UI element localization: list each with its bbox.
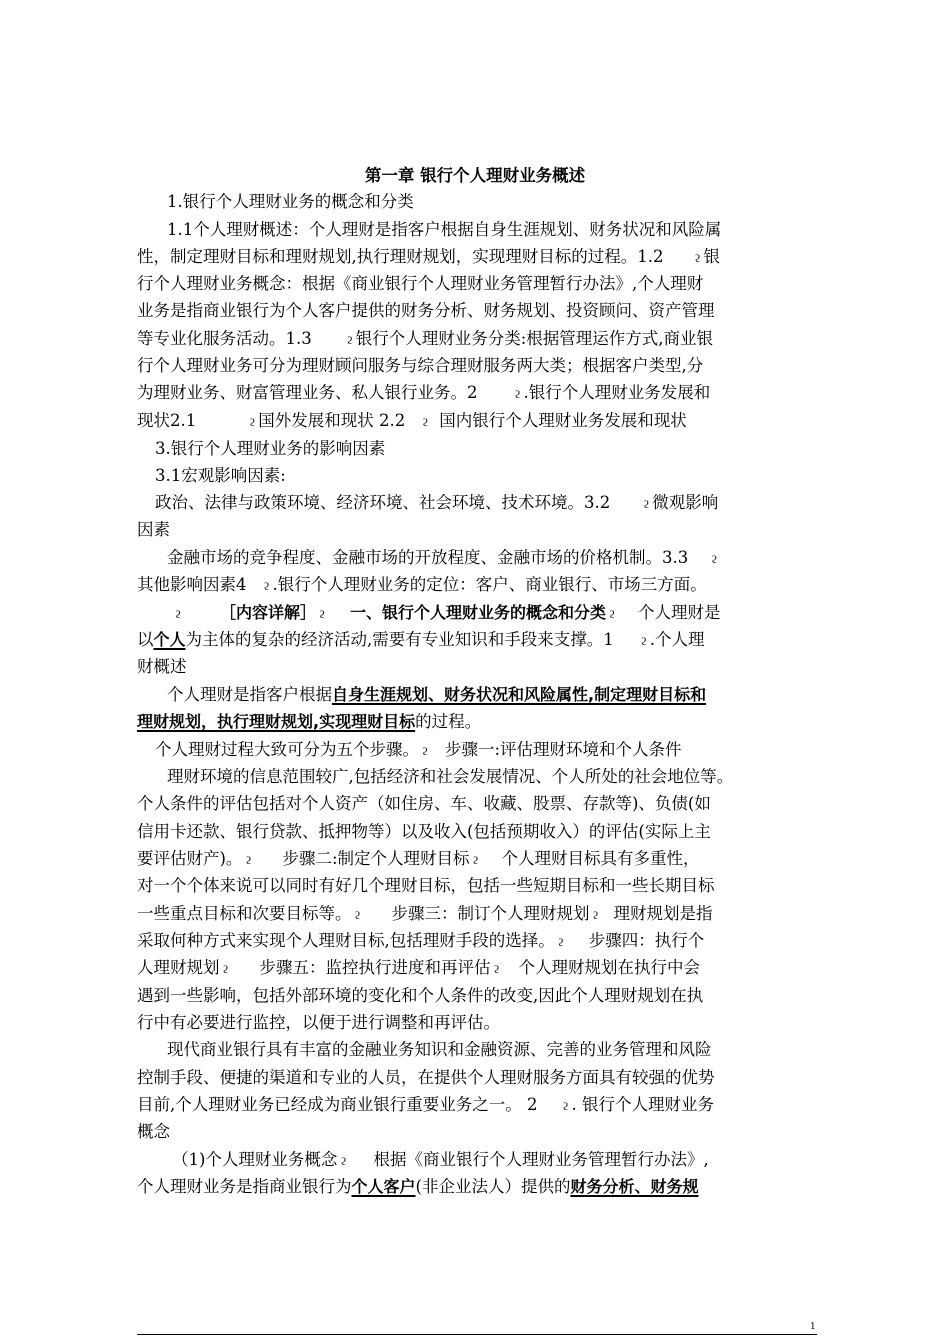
text-line: 1.银行个人理财业务的概念和分类 [167,192,414,211]
text-line: 理财规划，执行理财规划,实现理财目标的过程。 [137,712,482,731]
text-line: 其他影响因素4 ϩ .银行个人理财业务的定位：客户、商业银行、市场三方面。 [137,573,817,599]
text-line: 行中有必要进行监控，以便于进行调整和再评估。 [137,1013,500,1032]
paragraph-mark-icon: ϩ [557,936,564,949]
text-line: 政治、法律与政策环境、经济环境、社会环境、技术环境。3.2 ϩ 微观影响 [155,491,835,517]
text-line: 现状2.1 ϩ 国外发展和现状 2.2 ϩ 国内银行个人理财业务发展和现状 [137,409,817,435]
page-number: 1 [810,1322,816,1332]
text-line: 现代商业银行具有丰富的金融业务知识和金融资源、完善的业务管理和风险 [167,1040,712,1059]
text-line: 财概述 [137,657,187,676]
text-line: 采取何种方式来实现个人理财目标,包括理财手段的选择。 ϩ 步骤四：执行个 [137,929,817,955]
paragraph-mark-icon: ϩ [694,252,701,265]
paragraph-mark-icon: ϩ [472,854,479,867]
text-line: 个人理财是指客户根据自身生涯规划、财务状况和风险属性,制定理财目标和 [167,685,707,704]
text-line: ϩ ［内容详解］ ϩ 一、银行个人理财业务的概念和分类 ϩ 个人理财是 [172,601,852,627]
paragraph-mark-icon: ϩ [222,963,229,976]
text-line: 性，制定理财目标和理财规划,执行理财规划，实现理财目标的过程。1.2 ϩ 银 [137,245,817,271]
paragraph-mark-icon: ϩ [493,963,500,976]
text-line: 以个人为主体的复杂的经济活动,需要有专业知识和手段来支撑。1 ϩ .个人理 [137,628,817,654]
underlined-term: 个人 [153,630,186,649]
text-line: 因素 [137,520,170,539]
text-line: （1)个人理财业务概念 ϩ 根据《商业银行个人理财业务管理暂行办法》, [172,1148,852,1174]
text-line: 目前,个人理财业务已经成为商业银行重要业务之一。 2 ϩ . 银行个人理财业务 [137,1093,817,1119]
text-line: 个人理财业务是指商业银行为个人客户(非企业法人）提供的财务分析、财务规 [137,1177,699,1196]
text-line: 理财环境的信息范围较广,包括经济和社会发展情况、个人所处的社会地位等。 [167,767,734,786]
paragraph-mark-icon: ϩ [643,498,650,511]
paragraph-mark-icon: ϩ [263,580,270,593]
text-line: 一些重点目标和次要目标等。 ϩ 步骤三：制订个人理财规划 ϩ 理财规划是指 [137,902,817,928]
paragraph-mark-icon: ϩ [562,1100,569,1113]
chapter-title: 第一章 银行个人理财业务概述 [364,166,586,185]
underlined-term: 理财规划，执行理财规划,实现理财目标 [137,712,416,731]
paragraph-mark-icon: ϩ [592,909,599,922]
text-line: 1.1个人理财概述：个人理财是指客户根据自身生涯规划、财务状况和风险属 [167,220,722,239]
text-line: 为理财业务、财富管理业务、私人银行业务。2 ϩ .银行个人理财业务发展和 [137,381,817,407]
paragraph-mark-icon: ϩ [422,745,428,758]
text-line: 等专业化服务活动。1.3 ϩ 银行个人理财业务分类:根据管理运作方式,商业银 [137,327,817,353]
text-line: 控制手段、便捷的渠道和专业的人员，在提供个人理财服务方面具有较强的优势 [137,1068,715,1087]
text-line: 对一个个体来说可以同时有好几个理财目标，包括一些短期目标和一些长期目标 [137,876,715,895]
paragraph-mark-icon: ϩ [346,334,353,347]
text-line: 个人理财过程大致可分为五个步骤。 ϩ 步骤一:评估理财环境和个人条件 [155,738,835,764]
paragraph-mark-icon: ϩ [319,608,325,621]
underlined-term: 自身生涯规划、财务状况和风险属性,制定理财目标和 [332,685,707,704]
text-line: 信用卡还款、银行贷款、抵押物等）以及收入(包括预期收入）的评估(实际上主 [137,822,711,841]
paragraph-mark-icon: ϩ [609,608,616,621]
paragraph-mark-icon: ϩ [340,1155,347,1168]
text-line: 行个人理财业务概念：根据《商业银行个人理财业务管理暂行办法》,个人理财 [137,274,704,293]
text-line: 3.银行个人理财业务的影响因素 [155,439,386,458]
underlined-term: 个人客户 [351,1177,416,1196]
paragraph-mark-icon: ϩ [514,388,521,401]
paragraph-mark-icon: ϩ [640,635,647,648]
text-line: 业务是指商业银行为个人客户提供的财务分析、财务规划、投资顾问、资产管理 [137,301,715,320]
text-line: 个人条件的评估包括对个人资产（如住房、车、收藏、股票、存款等)、负债(如 [137,794,711,813]
text-line: 人理财规划 ϩ 步骤五：监控执行进度和再评估 ϩ 个人理财规划在执行中会 [137,956,817,982]
text-line: 3.1宏观影响因素: [155,466,286,485]
text-line: 遇到一些影响，包括外部环境的变化和个人条件的改变,因此个人理财规划在执 [137,986,704,1005]
paragraph-mark-icon: ϩ [249,416,256,429]
text-line: 要评估财产)。 ϩ 步骤二:制定个人理财目标 ϩ 个人理财目标具有多重性， [137,847,817,873]
underlined-term: 财务分析、财务规 [570,1177,699,1196]
footer-rule [137,1334,817,1335]
paragraph-mark-icon: ϩ [711,553,718,566]
paragraph-mark-icon: ϩ [175,608,181,621]
text-line: 概念 [137,1122,170,1141]
paragraph-mark-icon: ϩ [422,416,429,429]
paragraph-mark-icon: ϩ [245,854,252,867]
text-line: 行个人理财业务可分为理财顾问服务与综合理财服务两大类；根据客户类型,分 [137,356,704,375]
text-line: 金融市场的竞争程度、金融市场的开放程度、金融市场的价格机制。3.3 ϩ [167,546,847,572]
paragraph-mark-icon: ϩ [354,909,361,922]
